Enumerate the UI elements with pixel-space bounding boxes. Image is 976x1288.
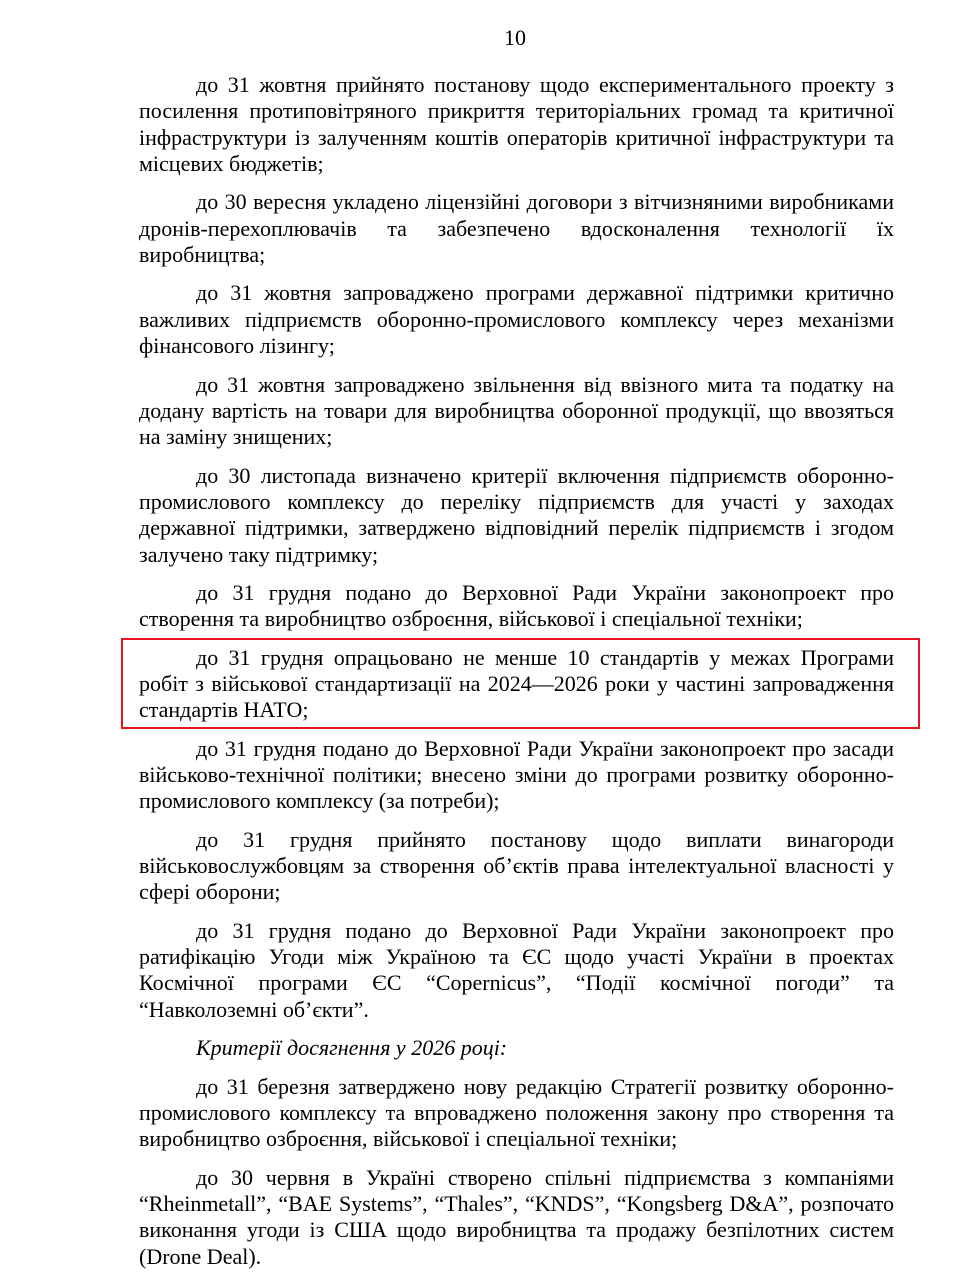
document-body (139, 72, 894, 1282)
paragraph-state-support-criteria: до 30 листопада визначено критерії включення підприємств оборонно-промислового комплексу до переліку підприємств для участі у заходах державної підтримки, затверджено відповідний перелік підприємств і згодом залучено таку підтримку; (139, 462, 894, 567)
section-heading-2026-criteria: Критерії досягнення у 2026 році: (196, 1035, 508, 1061)
paragraph-eu-space-program-ratification: до 31 грудня подано до Верховної Ради України законопроект про ратифікацію Угоди між Україною та ЄС щодо участі України в проектах Космічної програми ЄС “Copernicus”, “Події космічної погоди” та “Навколоземні об’єкти”. (139, 917, 894, 1022)
paragraph-defense-industry-strategy: до 31 березня затверджено нову редакцію Стратегії розвитку оборонно-промислового комплексу та впроваджено положення закону про створення та виробництво озброєння, військової і спеціальної техніки; (139, 1073, 894, 1152)
paragraph-joint-ventures-drone-deal: до 30 червня в Україні створено спільні підприємства з компаніями “Rheinmetall”, “BAE Systems”, “Thales”, “KNDS”, “Kongsberg D&A”, розпочато виконання угоди із США щодо виробництва та продажу безпілотних систем (Drone Deal). (139, 1164, 894, 1269)
page-number: 10 (504, 25, 526, 50)
paragraph-military-technical-policy-bill: до 31 грудня подано до Верховної Ради України законопроект про засади військово-технічної політики; внесено зміни до програми розвитку оборонно-промислового комплексу (за потреби); (139, 735, 894, 814)
paragraph-air-defense-resolution: до 31 жовтня прийнято постанову щодо експериментального проекту з посилення протиповітряного прикриття територіальних громад та критичної інфраструктури із залученням коштів операторів критичної інфраструктури та місцевих бюджетів; (139, 72, 894, 176)
paragraph-financial-leasing: до 31 жовтня запроваджено програми державної підтримки критично важливих підприємств оборонно-промислового комплексу через механізми фінансового лізингу; (139, 280, 894, 359)
highlighted-paragraph-nato-standards: до 31 грудня опрацьовано не менше 10 стандартів у межах Програми робіт з військової стандартизації на 2024—2026 роки у частині запровадження стандартів НАТО; (123, 640, 918, 727)
paragraph-interceptor-drones-licenses: до 30 вересня укладено ліцензійні договори з вітчизняними виробниками дронів-перехоплювачів та забезпечено вдосконалення технології їх виробництва; (139, 189, 894, 267)
paragraph-intellectual-property-reward: до 31 грудня прийнято постанову щодо виплати винагороди військовослужбовцям за створення об’єктів права інтелектуальної власності у сфері оборони; (139, 826, 894, 905)
paragraph-import-duty-exemption: до 31 жовтня запроваджено звільнення від ввізного мита та податку на додану вартість на товари для виробництва оборонної продукції, що ввозяться на заміну знищених; (139, 371, 894, 450)
paragraph-weapons-production-bill: до 31 грудня подано до Верховної Ради України законопроект про створення та виробництво озброєння, військової і спеціальної техніки; (139, 579, 894, 632)
